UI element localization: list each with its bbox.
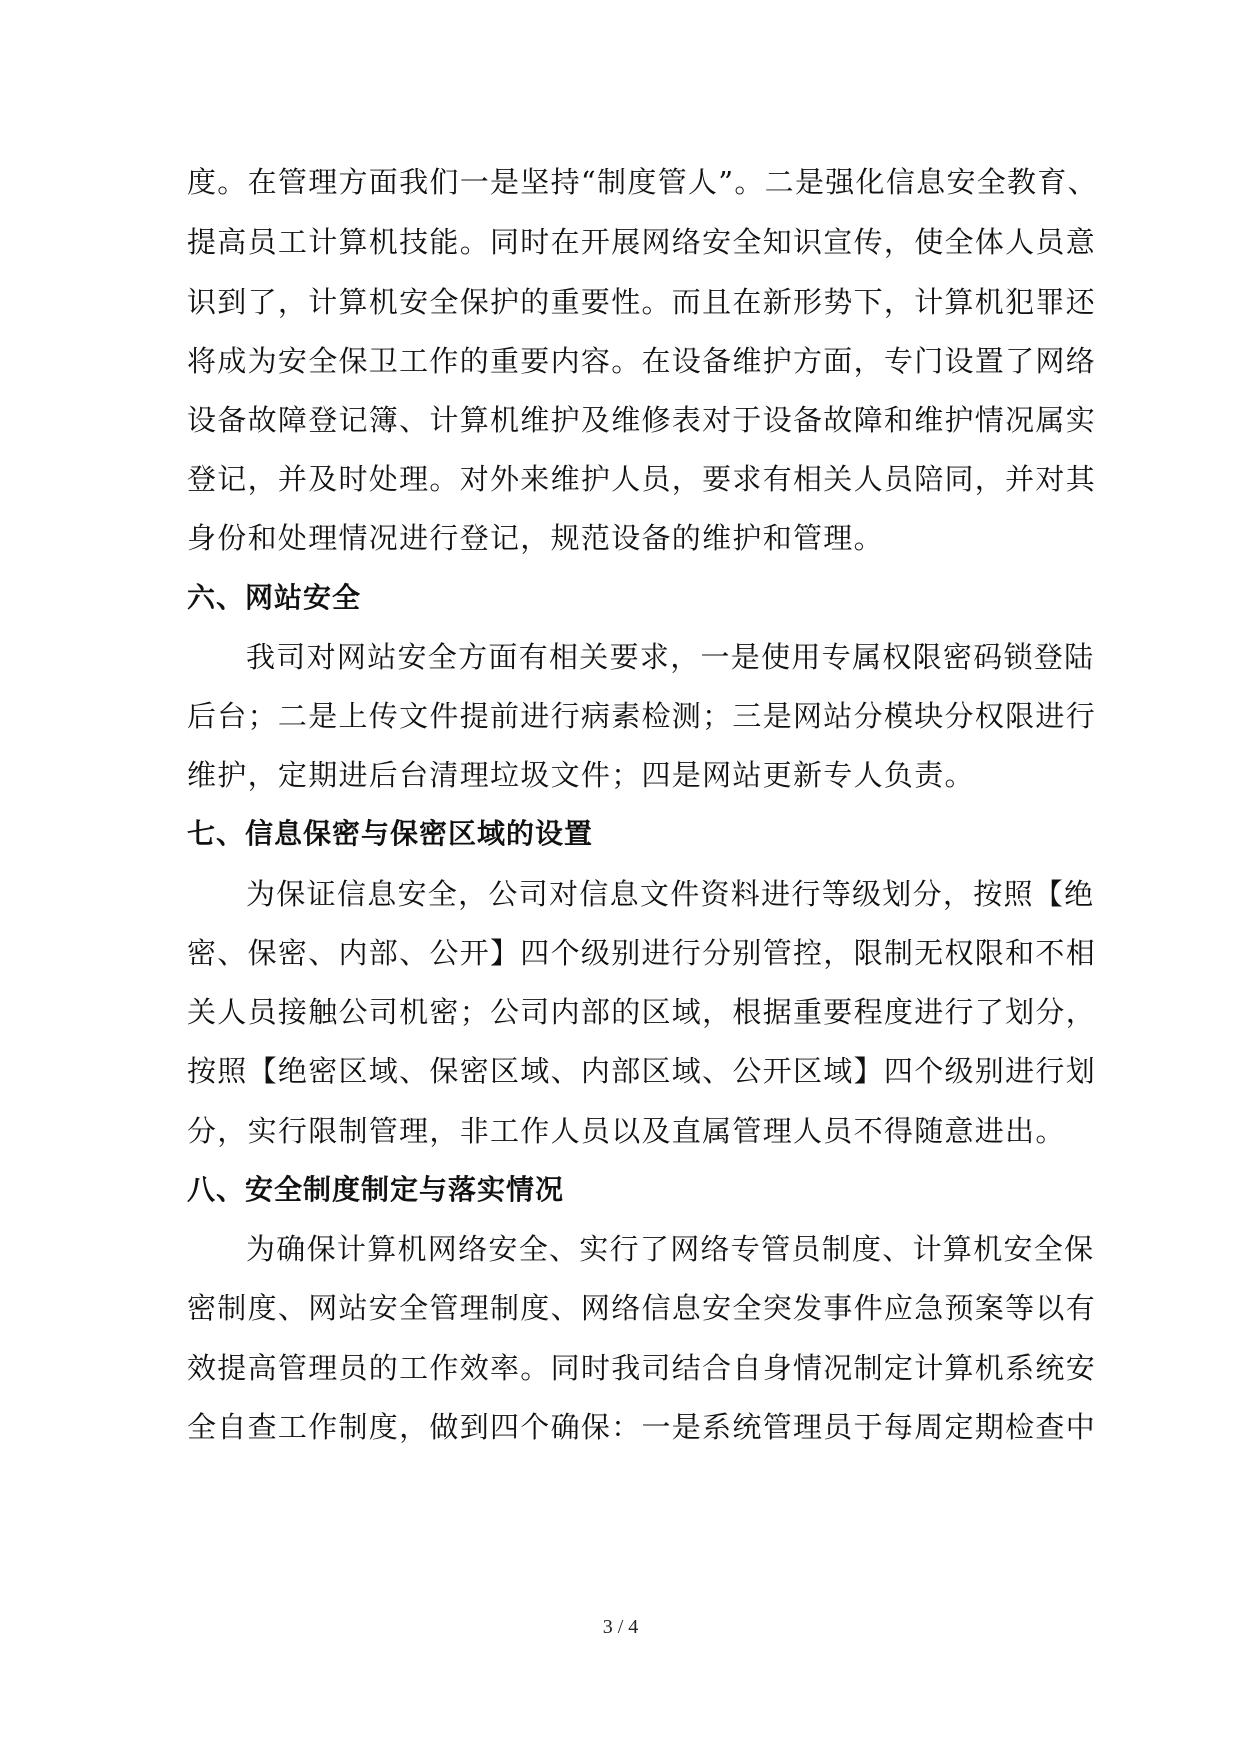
body-text-line: 识到了，计算机安全保护的重要性。而且在新形势下，计算机犯罪还: [187, 285, 1097, 319]
body-text-line: 为保证信息安全，公司对信息文件资料进行等级划分，按照【绝: [246, 877, 1095, 911]
body-text-line: 将成为安全保卫工作的重要内容。在设备维护方面，专门设置了网络: [187, 344, 1097, 378]
section-heading-confidentiality: 七、信息保密与保密区域的设置: [187, 817, 594, 850]
section-heading-website-security: 六、网站安全: [187, 581, 362, 614]
body-text-line: 登记，并及时处理。对外来维护人员，要求有相关人员陪同，并对其: [187, 462, 1097, 496]
body-text-line: 身份和处理情况进行登记，规范设备的维护和管理。: [187, 521, 884, 555]
body-text-line: 密、保密、内部、公开】四个级别进行分别管控，限制无权限和不相: [187, 936, 1097, 970]
body-text-line: 分，实行限制管理，非工作人员以及直属管理人员不得随意进出。: [187, 1114, 1066, 1148]
body-text-line: 按照【绝密区域、保密区域、内部区域、公开区域】四个级别进行划: [187, 1054, 1097, 1088]
body-text-line: 为确保计算机网络安全、实行了网络专管员制度、计算机安全保: [246, 1232, 1095, 1266]
body-text-line: 全自查工作制度，做到四个确保：一是系统管理员于每周定期检查中: [187, 1410, 1097, 1444]
section-heading-security-system: 八、安全制度制定与落实情况: [187, 1173, 565, 1206]
body-text-line: 维护，定期进后台清理垃圾文件；四是网站更新专人负责。: [187, 758, 975, 792]
body-text-line: 后台；二是上传文件提前进行病素检测；三是网站分模块分权限进行: [187, 699, 1097, 733]
body-text-line: 提高员工计算机技能。同时在开展网络安全知识宣传，使全体人员意: [187, 225, 1097, 259]
page-number: 3 / 4: [602, 1616, 639, 1638]
body-text-line: 度。在管理方面我们一是坚持“制度管人”。二是强化信息安全教育、: [187, 165, 1098, 199]
body-text-line: 我司对网站安全方面有相关要求，一是使用专属权限密码锁登陆: [246, 640, 1095, 674]
body-text-line: 关人员接触公司机密；公司内部的区域，根据重要程度进行了划分，: [187, 995, 1097, 1029]
body-text-line: 密制度、网站安全管理制度、网络信息安全突发事件应急预案等以有: [187, 1291, 1097, 1325]
body-text-line: 设备故障登记簿、计算机维护及维修表对于设备故障和维护情况属实: [187, 403, 1097, 437]
body-text-line: 效提高管理员的工作效率。同时我司结合自身情况制定计算机系统安: [187, 1351, 1097, 1385]
